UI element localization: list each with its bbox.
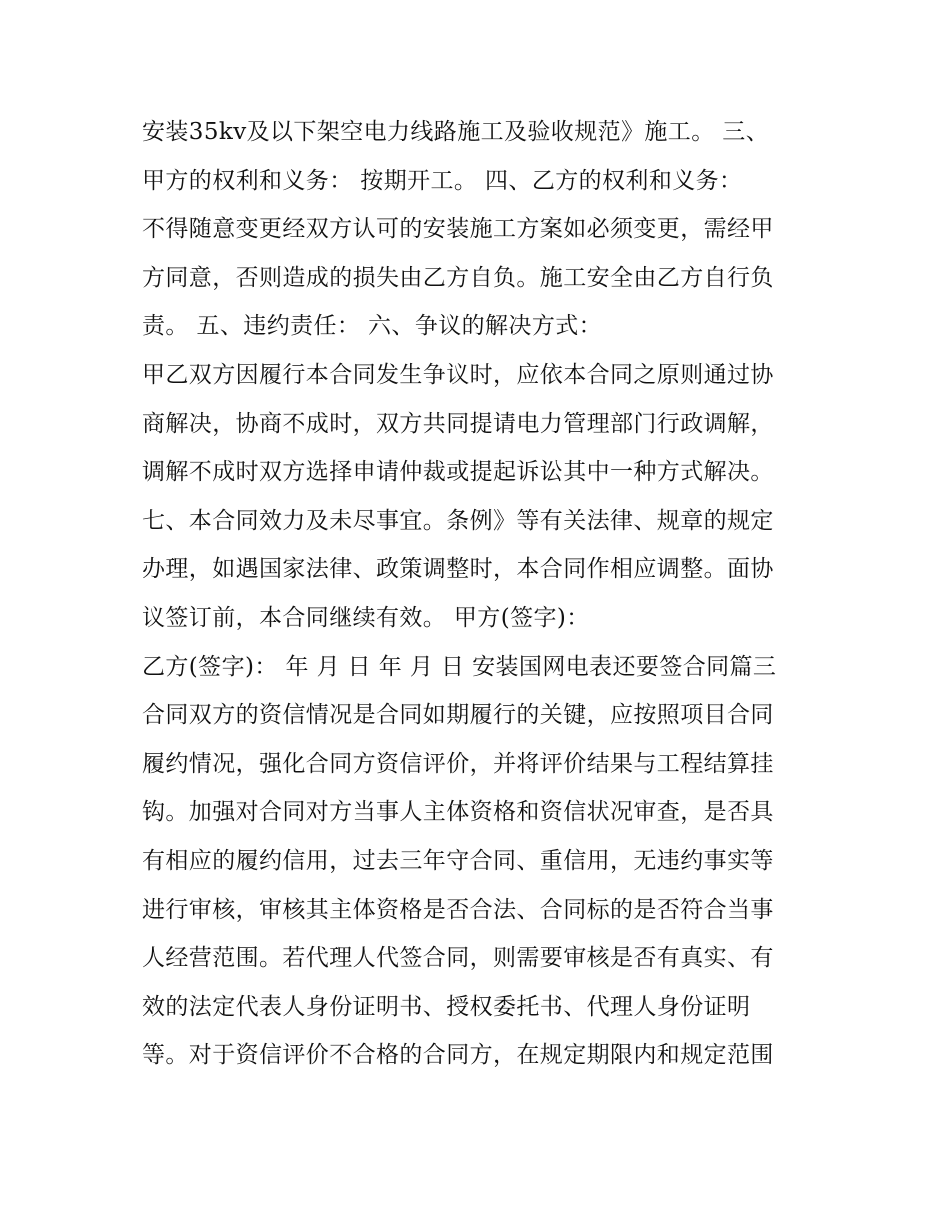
text-line: 有相应的履约信用，过去三年守合同、重信用，无违约事实等 [142,847,774,874]
text-line: 议签订前，本合同继续有效。 甲方(签字)： [142,604,590,631]
text-line: 乙方(签字)： 年 月 日 年 月 日 安装国网电表还要签合同篇三 [142,653,777,680]
text-line: 七、本合同效力及未尽事宜。条例》等有关法律、规章的规定 [142,507,774,534]
text-line: 责。 五、违约责任： 六、争议的解决方式： [142,313,603,340]
text-line: 商解决，协商不成时，双方共同提请电力管理部门行政调解， [142,410,774,437]
text-line: 调解不成时双方选择申请仲裁或提起诉讼其中一种方式解决。 [142,459,774,486]
text-line: 方同意，否则造成的损失由乙方自负。施工安全由乙方自行负 [142,264,774,291]
text-line: 不得随意变更经双方认可的安装施工方案如必须变更，需经甲 [142,216,774,243]
text-line: 安装35kv及以下架空电力线路施工及验收规范》施工。 三、 [142,119,770,145]
document-body [142,108,822,1080]
text-line: 办理，如遇国家法律、政策调整时，本合同作相应调整。面协 [142,556,774,583]
text-line: 进行审核，审核其主体资格是否合法、合同标的是否符合当事 [142,896,774,923]
text-line: 钩。加强对合同对方当事人主体资格和资信状况审查，是否具 [142,799,774,826]
text-line: 甲乙双方因履行本合同发生争议时，应依本合同之原则通过协 [142,361,774,388]
text-line: 履约情况，强化合同方资信评价，并将评价结果与工程结算挂 [142,750,774,777]
text-line: 等。对于资信评价不合格的合同方，在规定期限内和规定范围 [142,1042,774,1069]
text-line: 人经营范围。若代理人代签合同，则需要审核是否有真实、有 [142,945,774,972]
text-line: 合同双方的资信情况是合同如期履行的关键，应按照项目合同 [142,702,774,729]
text-line: 甲方的权利和义务： 按期开工。 四、乙方的权利和义务： [142,167,743,194]
text-line: 效的法定代表人身份证明书、授权委托书、代理人身份证明 [142,993,751,1020]
